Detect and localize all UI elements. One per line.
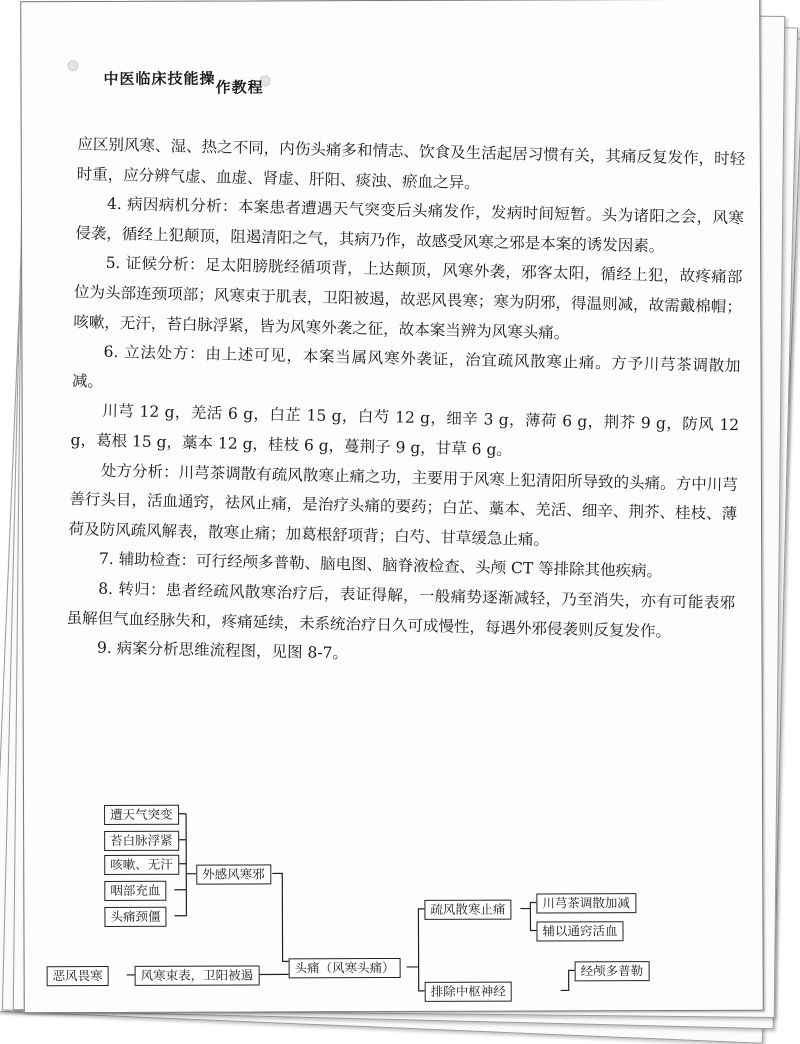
paragraph-formula-analysis: 处方分析：川芎茶调散有疏风散寒止痛之功，主要用于风寒上犯清阳所导致的头痛。方中川芎善行头目，活血通窍，祛风止痛，是治疗头痛的要药；白芷、藁本、羌活、细辛、荆芥、桂枝、薄荷及防风疏风解表，散寒止痛；加葛根舒项背；白芍、甘草缓急止痛。	[68, 461, 739, 549]
symptom-box: 苔白脉浮紧	[104, 831, 179, 851]
symptom-box: 咳嗽、无汗	[104, 855, 179, 875]
paragraph-herbs: 川芎 12 g，羌活 6 g，白芷 15 g，白芍 12 g，细辛 3 g，薄荷 6 g，荆芥 9 g，防风 12 g，葛根 15 g，藁本 12 g，桂枝 6 g，蔓荆子 9 g，甘草 6 g。	[70, 402, 740, 459]
body-text	[66, 130, 746, 678]
adjunct-box: 辅以通窍活血	[536, 921, 623, 941]
paragraph-examination: 7. 辅助检查：可行经颅多普勒、脑电图、脑脊液检查、头颅 CT 等排除其他疾病。	[98, 550, 663, 581]
exclude-box: 排除中枢神经	[425, 982, 512, 1002]
punch-hole	[67, 60, 78, 71]
mechanism-box: 风寒束表，卫阳被遏	[135, 965, 260, 985]
running-head-tail: 作教程	[215, 78, 264, 97]
pathogen-box: 外感风寒邪	[196, 864, 271, 884]
paragraph-flowchart-ref: 9. 病案分析思维流程图，见图 8-7。	[96, 638, 349, 663]
paragraph-syndrome: 5. 证候分析：足太阳膀胱经循项背，上达颠顶，风寒外袭，邪客太阳，循经上犯，故疼痛部位为头部连颈项部；风寒束于肌表，卫阳被遏，故恶风畏寒；寒为阴邪，得温则减，故需戴棉帽；咳嗽，无汗，苔白脉浮紧，皆为风寒外袭之征，故本案当辨为风寒头痛。	[73, 254, 743, 342]
symptom-box: 头痛颈僵	[104, 907, 166, 927]
formula-box: 川芎茶调散加减	[536, 893, 636, 913]
document-page	[20, 0, 764, 1013]
running-head	[103, 67, 264, 97]
aversion-box: 恶风畏寒	[47, 966, 109, 986]
paragraph-prognosis: 8. 转归：患者经疏风散寒治疗后，表证得解，一般痛势逐渐减轻，乃至消失，亦有可能表邪虽解但气血经脉失和，疼痛延续，未系统治疗日久可成慢性，每遇外邪侵袭则反复发作。	[66, 579, 736, 641]
symptom-box: 咽部充血	[104, 881, 166, 901]
paragraph-etiology: 4. 病因病机分析：本案患者遭遇天气突变后头痛发作，发病时间短暂。头为诸阳之会，风寒侵袭，循经上犯颠顶，阻遏清阳之气，其病乃作，故感受风寒之邪是本案的诱发因素。	[75, 194, 745, 256]
flowchart	[24, 790, 763, 1014]
exam-box: 经颅多普勒	[575, 961, 650, 981]
treatment-box: 疏风散寒止痛	[424, 900, 511, 920]
paragraph-prescription: 6. 立法处方：由上述可见，本案当属风寒外袭证，治宜疏风散寒止痛。方予川芎茶调散加减。	[71, 342, 741, 391]
running-head-main: 中医临床技能操	[103, 69, 216, 89]
paragraph-differentiation: 应区别风寒、湿、热之不同，内伤头痛多和情志、饮食及生活起居习惯有关，其痛反复发作，时轻时重，应分辨气虚、血虚、肾虚、肝阳、痰浊、瘀血之异。	[76, 135, 746, 192]
diagnosis-box: 头痛（风寒头痛）	[289, 958, 401, 978]
symptom-box: 遭天气突变	[104, 805, 179, 825]
